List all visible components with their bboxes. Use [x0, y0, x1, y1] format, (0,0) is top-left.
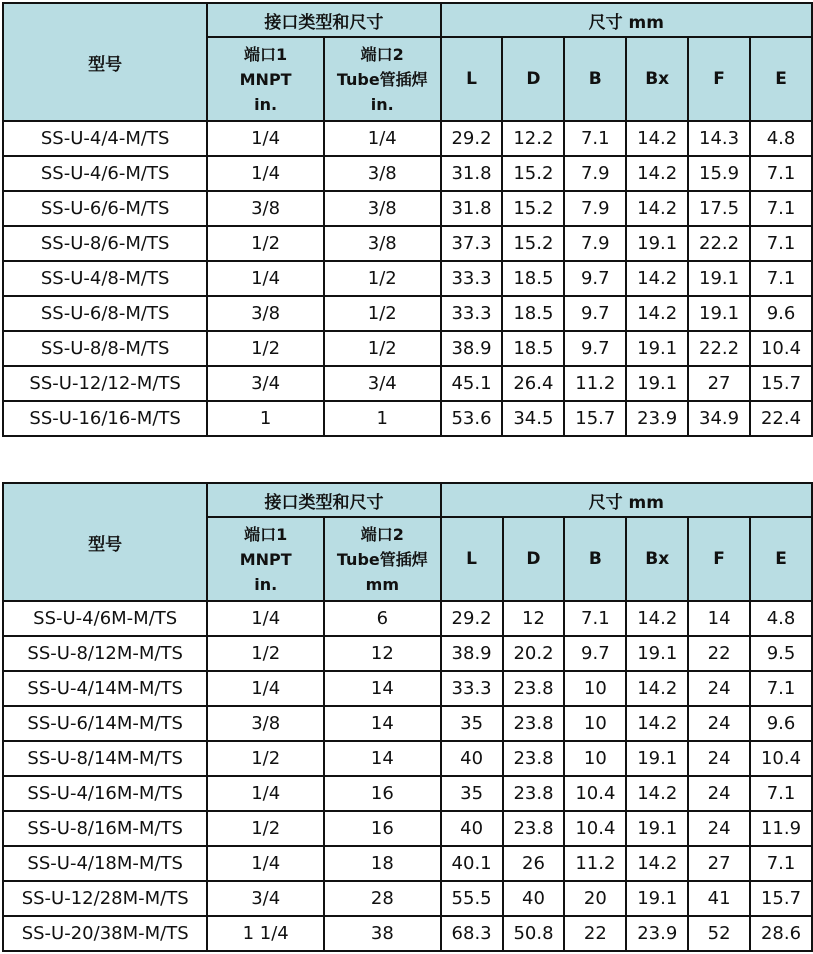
spec-table-inch	[2, 2, 813, 437]
l-cell: 45.1	[441, 366, 503, 401]
l-cell: 37.3	[441, 226, 503, 261]
d-cell: 23.8	[503, 811, 565, 846]
l-cell: 53.6	[441, 401, 503, 436]
b-cell: 7.9	[564, 156, 626, 191]
dim-header-e: E	[750, 517, 812, 601]
b-cell: 22	[564, 916, 626, 951]
bx-cell: 14.2	[626, 191, 688, 226]
f-cell: 41	[688, 881, 750, 916]
model-cell: SS-U-4/14M-M/TS	[3, 671, 207, 706]
port2-label: 端口2	[360, 524, 404, 544]
bx-cell: 14.2	[626, 261, 688, 296]
port2-cell: 1/2	[324, 331, 441, 366]
port1-cell: 1/4	[207, 671, 324, 706]
f-cell: 24	[688, 706, 750, 741]
table-row	[3, 401, 812, 436]
f-cell: 17.5	[688, 191, 750, 226]
b-cell: 10	[564, 741, 626, 776]
table-row	[3, 881, 812, 916]
f-cell: 22	[688, 636, 750, 671]
l-cell: 68.3	[441, 916, 503, 951]
port1-cell: 1/2	[207, 331, 324, 366]
table-row	[3, 191, 812, 226]
table-row	[3, 811, 812, 846]
port2-cell: 3/8	[324, 191, 441, 226]
b-cell: 10	[564, 706, 626, 741]
f-cell: 22.2	[688, 226, 750, 261]
l-cell: 33.3	[441, 296, 503, 331]
bx-cell: 19.1	[626, 881, 688, 916]
d-cell: 23.8	[503, 776, 565, 811]
b-cell: 10	[564, 671, 626, 706]
model-cell: SS-U-8/12M-M/TS	[3, 636, 207, 671]
port1-header	[207, 517, 324, 601]
f-cell: 15.9	[688, 156, 750, 191]
table-row	[3, 156, 812, 191]
bx-cell: 23.9	[626, 916, 688, 951]
model-cell: SS-U-4/6-M/TS	[3, 156, 207, 191]
dimension-group-header: 尺寸 mm	[441, 3, 812, 37]
f-cell: 34.9	[688, 401, 750, 436]
port1-cell: 1/4	[207, 121, 324, 156]
e-cell: 7.1	[750, 156, 812, 191]
table-row	[3, 846, 812, 881]
port2-cell: 14	[324, 706, 441, 741]
port1-header	[207, 37, 324, 121]
b-cell: 11.2	[564, 846, 626, 881]
port2-cell: 1/4	[324, 121, 441, 156]
port1-cell: 3/4	[207, 366, 324, 401]
l-cell: 31.8	[441, 191, 503, 226]
model-cell: SS-U-12/12-M/TS	[3, 366, 207, 401]
e-cell: 15.7	[750, 881, 812, 916]
bx-cell: 19.1	[626, 226, 688, 261]
l-cell: 40	[441, 741, 503, 776]
b-cell: 10.4	[564, 776, 626, 811]
port2-cell: 38	[324, 916, 441, 951]
port1-unit: in.	[254, 94, 278, 114]
table-row	[3, 741, 812, 776]
dim-header-bx: Bx	[626, 37, 688, 121]
e-cell: 11.9	[750, 811, 812, 846]
f-cell: 22.2	[688, 331, 750, 366]
f-cell: 24	[688, 671, 750, 706]
port1-cell: 1 1/4	[207, 916, 324, 951]
spec-table-metric	[2, 482, 813, 952]
d-cell: 15.2	[502, 156, 564, 191]
port1-cell: 1/4	[207, 156, 324, 191]
port2-cell: 12	[324, 636, 441, 671]
e-cell: 7.1	[750, 226, 812, 261]
d-cell: 18.5	[502, 331, 564, 366]
b-cell: 7.1	[564, 121, 626, 156]
e-cell: 7.1	[750, 191, 812, 226]
port1-type: MNPT	[239, 69, 292, 89]
d-cell: 50.8	[503, 916, 565, 951]
bx-cell: 14.2	[626, 776, 688, 811]
l-cell: 38.9	[441, 636, 503, 671]
port2-cell: 16	[324, 776, 441, 811]
d-cell: 23.8	[503, 671, 565, 706]
table-row	[3, 671, 812, 706]
model-cell: SS-U-4/4-M/TS	[3, 121, 207, 156]
port1-unit: in.	[254, 574, 278, 594]
port1-label: 端口1	[244, 44, 288, 64]
e-cell: 4.8	[750, 121, 812, 156]
f-cell: 24	[688, 811, 750, 846]
table-row	[3, 636, 812, 671]
model-cell: SS-U-20/38M-M/TS	[3, 916, 207, 951]
port2-cell: 1/2	[324, 296, 441, 331]
port1-cell: 3/4	[207, 881, 324, 916]
dim-header-d: D	[503, 517, 565, 601]
e-cell: 9.5	[750, 636, 812, 671]
f-cell: 24	[688, 776, 750, 811]
d-cell: 26	[503, 846, 565, 881]
b-cell: 9.7	[564, 261, 626, 296]
e-cell: 22.4	[750, 401, 812, 436]
model-cell: SS-U-12/28M-M/TS	[3, 881, 207, 916]
model-cell: SS-U-6/6-M/TS	[3, 191, 207, 226]
port1-cell: 1/4	[207, 261, 324, 296]
bx-cell: 14.2	[626, 706, 688, 741]
port2-cell: 28	[324, 881, 441, 916]
e-cell: 10.4	[750, 331, 812, 366]
dim-header-l: L	[441, 37, 503, 121]
l-cell: 40	[441, 811, 503, 846]
f-cell: 19.1	[688, 296, 750, 331]
l-cell: 38.9	[441, 331, 503, 366]
port1-cell: 3/8	[207, 296, 324, 331]
e-cell: 4.8	[750, 601, 812, 636]
model-cell: SS-U-4/18M-M/TS	[3, 846, 207, 881]
l-cell: 29.2	[441, 601, 503, 636]
d-cell: 34.5	[502, 401, 564, 436]
f-cell: 52	[688, 916, 750, 951]
f-cell: 27	[688, 846, 750, 881]
port1-cell: 1/4	[207, 601, 324, 636]
b-cell: 20	[564, 881, 626, 916]
bx-cell: 14.2	[626, 846, 688, 881]
port2-cell: 18	[324, 846, 441, 881]
d-cell: 15.2	[502, 191, 564, 226]
dim-header-f: F	[688, 37, 750, 121]
d-cell: 26.4	[502, 366, 564, 401]
table-row	[3, 776, 812, 811]
port2-type: Tube管插焊	[336, 549, 428, 569]
dim-header-b: B	[564, 37, 626, 121]
e-cell: 9.6	[750, 296, 812, 331]
e-cell: 28.6	[750, 916, 812, 951]
port2-unit: mm	[365, 574, 399, 594]
l-cell: 33.3	[441, 261, 503, 296]
d-cell: 18.5	[502, 296, 564, 331]
e-cell: 7.1	[750, 776, 812, 811]
port1-cell: 1/2	[207, 741, 324, 776]
bx-cell: 14.2	[626, 156, 688, 191]
dim-header-l: L	[441, 517, 503, 601]
port2-header	[324, 37, 441, 121]
d-cell: 18.5	[502, 261, 564, 296]
port-group-header: 接口类型和尺寸	[207, 483, 440, 517]
e-cell: 7.1	[750, 671, 812, 706]
table-row	[3, 331, 812, 366]
model-cell: SS-U-4/8-M/TS	[3, 261, 207, 296]
bx-cell: 19.1	[626, 636, 688, 671]
table-row	[3, 366, 812, 401]
model-cell: SS-U-8/6-M/TS	[3, 226, 207, 261]
port1-cell: 1/2	[207, 636, 324, 671]
port1-type: MNPT	[239, 549, 292, 569]
port-group-header: 接口类型和尺寸	[207, 3, 440, 37]
port1-label: 端口1	[244, 524, 288, 544]
e-cell: 10.4	[750, 741, 812, 776]
port2-cell: 6	[324, 601, 441, 636]
d-cell: 23.8	[503, 706, 565, 741]
bx-cell: 23.9	[626, 401, 688, 436]
l-cell: 35	[441, 706, 503, 741]
table-row	[3, 296, 812, 331]
port2-cell: 3/8	[324, 226, 441, 261]
table-row	[3, 121, 812, 156]
d-cell: 40	[503, 881, 565, 916]
d-cell: 12.2	[502, 121, 564, 156]
dim-header-bx: Bx	[626, 517, 688, 601]
dim-header-b: B	[564, 517, 626, 601]
e-cell: 7.1	[750, 261, 812, 296]
f-cell: 14	[688, 601, 750, 636]
bx-cell: 19.1	[626, 366, 688, 401]
port1-cell: 1	[207, 401, 324, 436]
port1-cell: 1/4	[207, 846, 324, 881]
bx-cell: 14.2	[626, 296, 688, 331]
model-cell: SS-U-8/8-M/TS	[3, 331, 207, 366]
port1-cell: 1/4	[207, 776, 324, 811]
model-header: 型号	[3, 483, 207, 601]
b-cell: 10.4	[564, 811, 626, 846]
port2-cell: 1/2	[324, 261, 441, 296]
table-row	[3, 706, 812, 741]
f-cell: 24	[688, 741, 750, 776]
table-row	[3, 601, 812, 636]
bx-cell: 19.1	[626, 331, 688, 366]
model-cell: SS-U-6/14M-M/TS	[3, 706, 207, 741]
b-cell: 7.9	[564, 226, 626, 261]
b-cell: 15.7	[564, 401, 626, 436]
b-cell: 9.7	[564, 296, 626, 331]
port1-cell: 3/8	[207, 191, 324, 226]
bx-cell: 14.2	[626, 671, 688, 706]
model-cell: SS-U-4/6M-M/TS	[3, 601, 207, 636]
b-cell: 9.7	[564, 331, 626, 366]
dim-header-e: E	[750, 37, 812, 121]
l-cell: 33.3	[441, 671, 503, 706]
b-cell: 11.2	[564, 366, 626, 401]
f-cell: 14.3	[688, 121, 750, 156]
port2-cell: 1	[324, 401, 441, 436]
table-row	[3, 226, 812, 261]
bx-cell: 19.1	[626, 811, 688, 846]
f-cell: 19.1	[688, 261, 750, 296]
table-row	[3, 916, 812, 951]
port2-unit: in.	[370, 94, 394, 114]
d-cell: 23.8	[503, 741, 565, 776]
port1-cell: 3/8	[207, 706, 324, 741]
d-cell: 20.2	[503, 636, 565, 671]
e-cell: 9.6	[750, 706, 812, 741]
dim-header-f: F	[688, 517, 750, 601]
d-cell: 15.2	[502, 226, 564, 261]
l-cell: 31.8	[441, 156, 503, 191]
model-cell: SS-U-16/16-M/TS	[3, 401, 207, 436]
dimension-group-header: 尺寸 mm	[441, 483, 812, 517]
port2-cell: 14	[324, 671, 441, 706]
bx-cell: 14.2	[626, 121, 688, 156]
bx-cell: 19.1	[626, 741, 688, 776]
model-cell: SS-U-8/14M-M/TS	[3, 741, 207, 776]
port2-cell: 16	[324, 811, 441, 846]
l-cell: 40.1	[441, 846, 503, 881]
e-cell: 7.1	[750, 846, 812, 881]
l-cell: 29.2	[441, 121, 503, 156]
port2-cell: 14	[324, 741, 441, 776]
port1-cell: 1/2	[207, 811, 324, 846]
port2-cell: 3/8	[324, 156, 441, 191]
b-cell: 7.1	[564, 601, 626, 636]
b-cell: 7.9	[564, 191, 626, 226]
f-cell: 27	[688, 366, 750, 401]
port1-cell: 1/2	[207, 226, 324, 261]
table-body	[3, 601, 812, 951]
port2-label: 端口2	[360, 44, 404, 64]
l-cell: 55.5	[441, 881, 503, 916]
port2-cell: 3/4	[324, 366, 441, 401]
table-body	[3, 121, 812, 436]
port2-type: Tube管插焊	[336, 69, 428, 89]
model-cell: SS-U-4/16M-M/TS	[3, 776, 207, 811]
b-cell: 9.7	[564, 636, 626, 671]
e-cell: 15.7	[750, 366, 812, 401]
bx-cell: 14.2	[626, 601, 688, 636]
l-cell: 35	[441, 776, 503, 811]
model-cell: SS-U-6/8-M/TS	[3, 296, 207, 331]
d-cell: 12	[503, 601, 565, 636]
model-header: 型号	[3, 3, 207, 121]
port2-header	[324, 517, 441, 601]
dim-header-d: D	[502, 37, 564, 121]
table-row	[3, 261, 812, 296]
model-cell: SS-U-8/16M-M/TS	[3, 811, 207, 846]
